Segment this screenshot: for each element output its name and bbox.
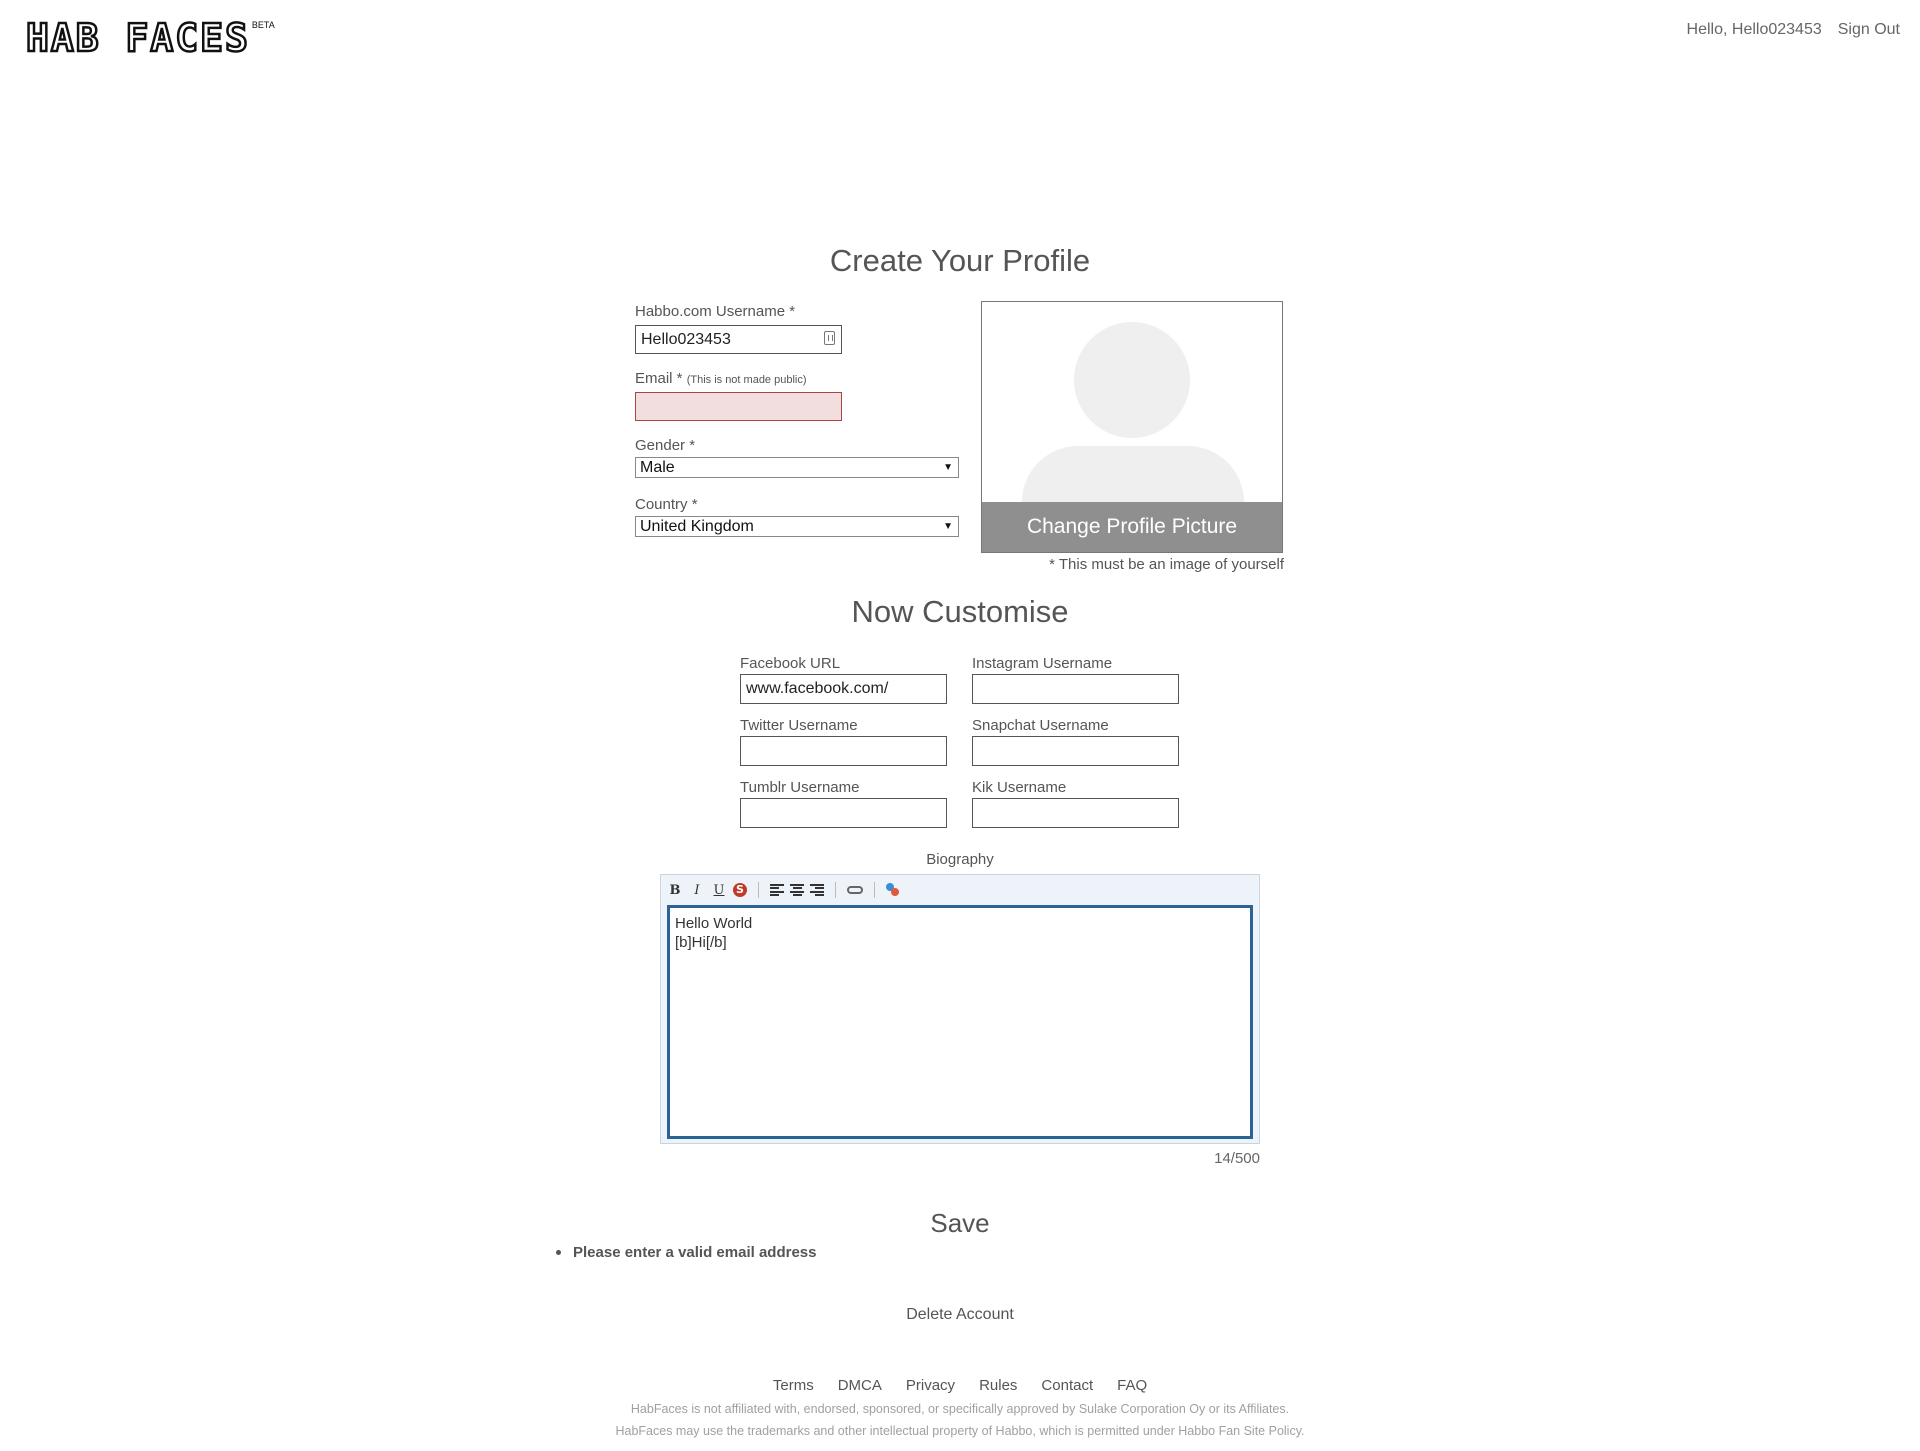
gender-select[interactable] [635, 457, 959, 478]
username-input[interactable] [635, 325, 842, 354]
snapchat-input[interactable] [972, 736, 1179, 766]
biography-textarea[interactable]: Hello World [b]Hi[/b] [667, 905, 1253, 1139]
snapchat-label: Snapchat Username [972, 717, 1109, 734]
editor-toolbar [667, 879, 900, 901]
biography-label: Biography [926, 851, 994, 868]
footer-link-dmca[interactable]: DMCA [837, 1377, 882, 1394]
username-label: Habbo.com Username * [635, 303, 796, 320]
biography-editor [660, 874, 1260, 1144]
footer-link-contact[interactable]: Contact [1041, 1377, 1094, 1394]
facebook-label: Facebook URL [740, 655, 841, 672]
gender-selected: Male [640, 459, 675, 476]
bold-icon[interactable]: B [669, 882, 681, 898]
tumblr-input[interactable] [740, 798, 947, 828]
email-input[interactable] [635, 392, 842, 421]
dropdown-arrow-icon: ▼ [943, 462, 953, 473]
country-label: Country * [635, 496, 698, 513]
password-manager-icon[interactable] [824, 331, 835, 345]
beta-badge: BETA [251, 20, 275, 30]
email-privacy-note: (This is not made public) [686, 374, 807, 386]
gender-label: Gender * [635, 437, 696, 454]
tumblr-label: Tumblr Username [740, 779, 860, 796]
country-selected: United Kingdom [640, 518, 754, 535]
profile-picture-panel[interactable] [981, 301, 1283, 553]
kik-label: Kik Username [972, 779, 1067, 796]
customise-heading: Now Customise [851, 594, 1069, 629]
source-toggle-icon[interactable] [886, 883, 900, 897]
delete-account-link[interactable]: Delete Account [906, 1306, 1014, 1323]
footer-links [0, 1377, 1920, 1394]
change-profile-picture-button[interactable]: Change Profile Picture [982, 502, 1282, 552]
save-button[interactable]: Save [930, 1208, 990, 1238]
footer-disclaimer-1: HabFaces is not affiliated with, endorsed, sponsored, or specifically approved by Sulake Corporation Oy or its Affiliates. [630, 1402, 1290, 1416]
user-greeting[interactable]: Hello, Hello023453 [1686, 21, 1822, 38]
country-select[interactable] [635, 516, 959, 537]
character-counter: 14/500 [1214, 1150, 1260, 1167]
email-label [635, 370, 807, 387]
kik-input[interactable] [972, 798, 1179, 828]
footer-link-terms[interactable]: Terms [772, 1377, 814, 1394]
bullet-icon [556, 1250, 561, 1255]
email-label-text: Email * [635, 370, 683, 387]
avatar-placeholder-head [1074, 322, 1190, 438]
dropdown-arrow-icon: ▼ [943, 521, 953, 532]
toolbar-divider [758, 882, 759, 898]
align-center-icon[interactable] [790, 884, 804, 896]
footer-disclaimer-2: HabFaces may use the trademarks and other intellectual property of Habbo, which is permitted under Habbo Fan Site Policy. [615, 1424, 1305, 1438]
instagram-label: Instagram Username [972, 655, 1113, 672]
footer-link-privacy[interactable]: Privacy [905, 1377, 956, 1394]
picture-requirement-note: * This must be an image of yourself [1049, 556, 1284, 573]
align-right-icon[interactable] [810, 884, 824, 896]
link-icon[interactable] [847, 886, 863, 894]
strikethrough-icon[interactable]: S [733, 883, 747, 897]
instagram-input[interactable] [972, 674, 1179, 704]
sign-out-link[interactable]: Sign Out [1837, 21, 1900, 38]
footer-link-rules[interactable]: Rules [979, 1377, 1018, 1394]
header-nav [1687, 21, 1900, 39]
logo-text: HAB FACES [26, 16, 250, 60]
create-profile-heading: Create Your Profile [829, 243, 1091, 278]
underline-icon[interactable]: U [713, 882, 725, 898]
twitter-input[interactable] [740, 736, 947, 766]
toolbar-divider [874, 882, 875, 898]
toolbar-divider [835, 882, 836, 898]
username-field-wrap [635, 325, 842, 354]
validation-error [556, 1244, 816, 1261]
email-error-message: Please enter a valid email address [573, 1244, 817, 1261]
italic-icon[interactable]: I [694, 882, 700, 898]
site-logo[interactable] [26, 14, 275, 62]
footer-link-faq[interactable]: FAQ [1117, 1377, 1148, 1394]
twitter-label: Twitter Username [740, 717, 858, 734]
align-left-icon[interactable] [770, 884, 784, 896]
facebook-url-input[interactable] [740, 674, 947, 704]
